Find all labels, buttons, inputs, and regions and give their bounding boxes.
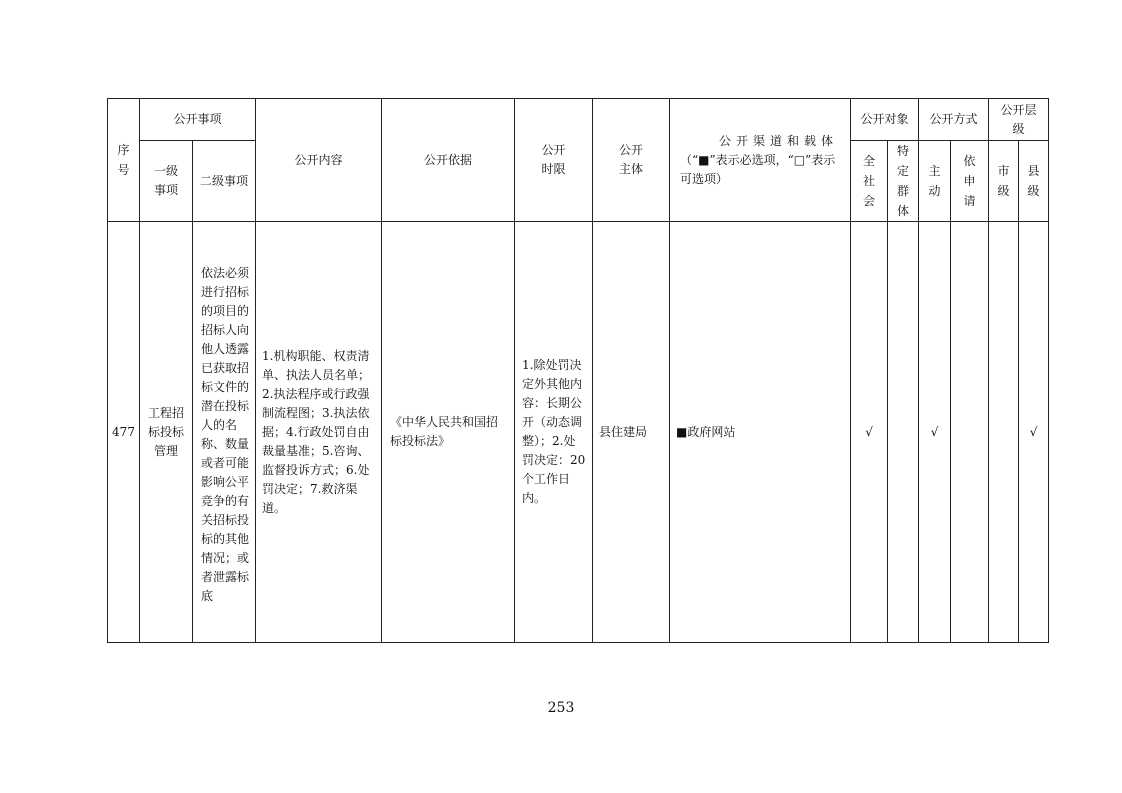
header-on-request-text: 依申请	[963, 154, 976, 208]
header-content: 公开内容	[256, 99, 382, 222]
header-time-limit-text: 公开时限	[541, 143, 566, 176]
header-level-group-text: 公开层级	[1000, 102, 1037, 136]
header-seq	[108, 99, 140, 222]
header-level1-text: 一级事项	[153, 164, 178, 197]
row-active: √	[919, 222, 951, 643]
header-county-level	[1019, 141, 1049, 222]
page-number: 253	[547, 700, 575, 716]
header-active-text: 主动	[928, 164, 941, 198]
row-time-limit: 1.除处罚决定外其他内容：长期公开（动态调整）；2.处罚决定：20个工作日内。	[515, 222, 593, 643]
header-channel-note: （“■”表示必选项，“□”表示可选项）	[680, 152, 836, 186]
header-level1	[140, 141, 193, 222]
header-row-1	[108, 99, 1049, 141]
header-time-limit	[515, 99, 593, 222]
table-row	[108, 222, 1049, 643]
header-whole-society	[851, 141, 888, 222]
header-on-request	[951, 141, 989, 222]
header-basis: 公开依据	[382, 99, 515, 222]
header-channel	[670, 99, 851, 222]
header-whole-society-text: 全社会	[863, 154, 876, 208]
header-active	[919, 141, 951, 222]
row-subject: 县住建局	[593, 222, 670, 643]
row-seq: 477	[108, 222, 140, 643]
header-county-level-text: 县级	[1027, 164, 1040, 198]
row-basis: 《中华人民共和国招标投标法》	[382, 222, 515, 643]
row-county-level: √	[1019, 222, 1049, 643]
header-items-group: 公开事项	[140, 99, 256, 141]
row-city-level	[989, 222, 1019, 643]
disclosure-table	[107, 98, 1049, 643]
row-whole-society: √	[851, 222, 888, 643]
header-object-group: 公开对象	[851, 99, 919, 141]
header-subject	[593, 99, 670, 222]
row-level1	[140, 222, 193, 643]
header-level2: 二级事项	[193, 141, 256, 222]
row-content: 1.机构职能、权责清单、执法人员名单；2.执法程序或行政强制流程图；3.执法依据；4.行政处罚自由裁量基准；5.咨询、监督投诉方式；6.处罚决定；7.救济渠道。	[256, 222, 382, 643]
header-channel-title: 公开渠道和载体	[719, 133, 839, 148]
row-channel: ■政府网站	[670, 222, 851, 643]
header-specific-group	[888, 141, 919, 222]
header-method-group: 公开方式	[919, 99, 989, 141]
header-level-group	[989, 99, 1049, 141]
row-specific-group	[888, 222, 919, 643]
header-city-level	[989, 141, 1019, 222]
row-on-request	[951, 222, 989, 643]
header-subject-text: 公开主体	[619, 143, 644, 176]
header-seq-text: 序号	[117, 143, 130, 177]
row-level2: 依法必须进行招标的项目的招标人向他人透露已获取招标文件的潜在投标人的名称、数量或者可能影响公平竞争的有关招标投标的其他情况；或者泄露标底	[193, 222, 256, 643]
header-specific-group-text: 特定群体	[897, 144, 910, 218]
header-city-level-text: 市级	[997, 164, 1010, 198]
row-level1-text: 工程招标投标管理	[147, 405, 184, 458]
